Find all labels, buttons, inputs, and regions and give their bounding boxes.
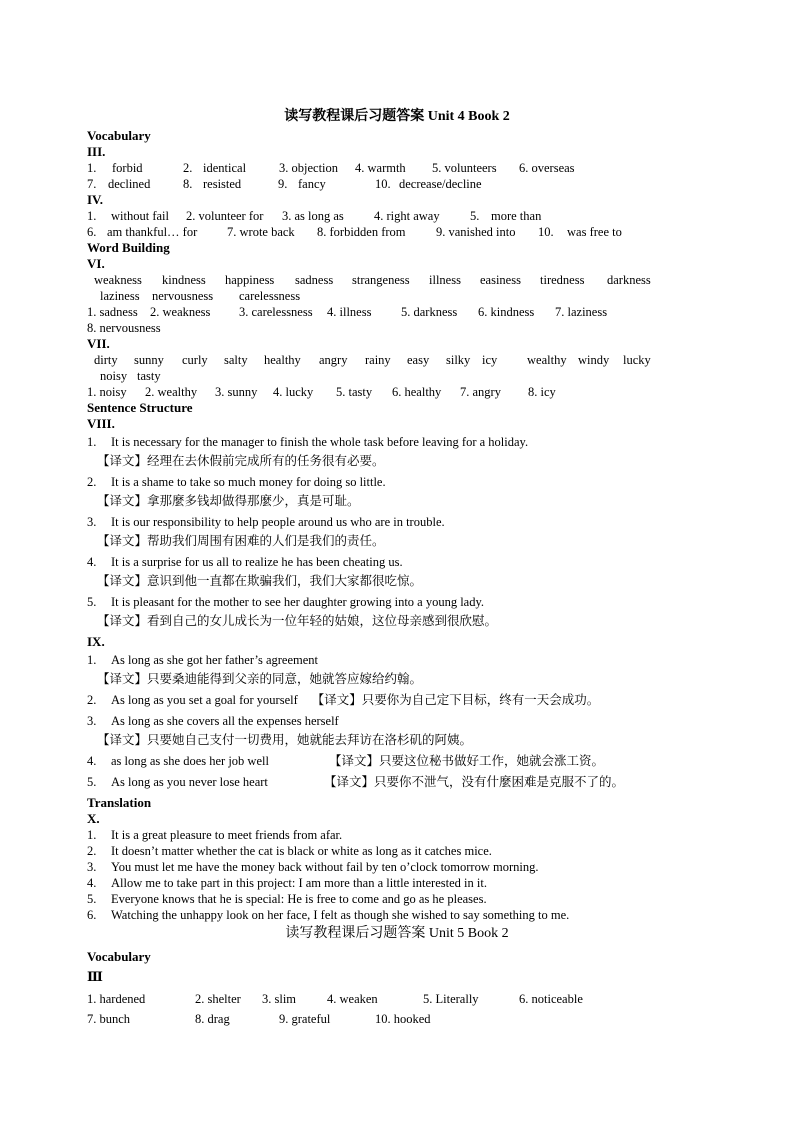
word-list-item: healthy bbox=[264, 353, 301, 367]
list-item bbox=[87, 827, 707, 843]
answer-word: 5. tasty bbox=[336, 385, 373, 399]
answer-number: 6. bbox=[87, 225, 97, 239]
item-number: 2. bbox=[87, 475, 97, 489]
answer-word: 8. icy bbox=[528, 385, 556, 399]
answer-word: 3. carelessness bbox=[239, 305, 313, 319]
answer-row bbox=[87, 384, 707, 400]
word-list-item: sadness bbox=[295, 273, 334, 287]
list-item bbox=[87, 652, 707, 668]
answer-word: 4. right away bbox=[374, 209, 440, 223]
word-list-item: angry bbox=[319, 353, 348, 367]
answer-word: 6. noticeable bbox=[519, 992, 583, 1006]
translation-text: 【译文】经理在去休假前完成所有的任务很有必要。 bbox=[97, 453, 385, 468]
list-item bbox=[87, 774, 707, 790]
answer-number: 10. bbox=[538, 225, 554, 239]
section-heading-vocabulary-unit5: Vocabulary bbox=[87, 949, 151, 964]
answer-number: 7. bbox=[87, 177, 97, 191]
answer-sentence: It doesn’t matter whether the cat is black or white as long as it catches mice. bbox=[111, 844, 492, 858]
answer-word: 4. weaken bbox=[327, 992, 378, 1006]
section-heading-word-building: Word Building bbox=[87, 240, 170, 255]
answer-word: 8. nervousness bbox=[87, 321, 161, 335]
translation-text: 【译文】拿那麼多钱却做得那麼少，真是可耻。 bbox=[97, 493, 360, 508]
answer-row bbox=[87, 160, 707, 176]
word-list-item: wealthy bbox=[527, 353, 567, 367]
exercise-label-x: X. bbox=[87, 811, 100, 826]
word-list-item: strangeness bbox=[352, 273, 410, 287]
word-list-item: laziness bbox=[100, 289, 140, 303]
word-list-item: happiness bbox=[225, 273, 275, 287]
item-number: 4. bbox=[87, 754, 97, 768]
answer-number: 1. bbox=[87, 161, 97, 175]
translation-text: 【译文】只要这位秘书做好工作，她就会涨工资。 bbox=[329, 753, 605, 768]
translation-text: 【译文】看到自己的女儿成长为一位年轻的姑娘，这位母亲感到很欣慰。 bbox=[97, 613, 498, 628]
answer-word: declined bbox=[108, 177, 151, 191]
answer-row bbox=[87, 224, 707, 240]
answer-sentence: It is pleasant for the mother to see her daughter growing into a young lady. bbox=[111, 595, 485, 609]
item-number: 4. bbox=[87, 555, 97, 569]
section-heading-sentence-structure: Sentence Structure bbox=[87, 400, 193, 415]
answer-sentence: Allow me to take part in this project: I am more than a little interested in it. bbox=[111, 876, 487, 890]
answer-word: 10. hooked bbox=[375, 1012, 431, 1026]
answer-sentence: It is a great pleasure to meet friends from afar. bbox=[111, 828, 343, 842]
word-list-item: dirty bbox=[94, 353, 118, 367]
item-number: 3. bbox=[87, 860, 97, 874]
answer-sentence: It is a shame to take so much money for doing so little. bbox=[111, 475, 386, 489]
answer-row bbox=[87, 304, 707, 320]
answer-word: resisted bbox=[203, 177, 242, 191]
list-item bbox=[87, 907, 707, 923]
answer-word: was free to bbox=[567, 225, 622, 239]
word-list-item: windy bbox=[578, 353, 610, 367]
item-number: 1. bbox=[87, 653, 97, 667]
exercise-label-vii: VII. bbox=[87, 336, 110, 351]
answer-word: 3. slim bbox=[262, 992, 297, 1006]
answer-word: 3. as long as bbox=[282, 209, 344, 223]
list-item bbox=[87, 713, 707, 729]
list-item bbox=[87, 753, 707, 769]
list-item bbox=[87, 434, 707, 450]
word-list-item: silky bbox=[446, 353, 471, 367]
exercise-label-vi: VI. bbox=[87, 256, 105, 271]
answer-word: 5. volunteers bbox=[432, 161, 497, 175]
answer-word: 3. objection bbox=[279, 161, 339, 175]
answer-sentence: You must let me have the money back without fail by ten o’clock tomorrow morning. bbox=[111, 860, 539, 874]
answer-word: 2. shelter bbox=[195, 992, 241, 1006]
answer-word: 5. darkness bbox=[401, 305, 458, 319]
list-item bbox=[87, 692, 707, 708]
answer-number: 9. bbox=[278, 177, 288, 191]
answer-word: am thankful… for bbox=[107, 225, 198, 239]
exercise-label-iii: III. bbox=[87, 144, 106, 159]
word-list-item: kindness bbox=[162, 273, 206, 287]
exercise-label-iii-unit5: Ⅲ bbox=[87, 969, 103, 984]
answer-number: 10. bbox=[375, 177, 391, 191]
item-number: 3. bbox=[87, 714, 97, 728]
answer-sentence: As long as she covers all the expenses herself bbox=[111, 714, 339, 728]
word-list bbox=[87, 352, 707, 368]
answer-word: 7. bunch bbox=[87, 1012, 131, 1026]
item-number: 2. bbox=[87, 844, 97, 858]
translation-text: 【译文】帮助我们周围有困难的人们是我们的责任。 bbox=[97, 533, 385, 548]
answer-row bbox=[87, 991, 707, 1007]
answer-number: 8. bbox=[183, 177, 193, 191]
word-list-item: carelessness bbox=[239, 289, 301, 303]
word-list-item: easy bbox=[407, 353, 430, 367]
answer-number: 1. bbox=[87, 209, 97, 223]
word-list-item: tiredness bbox=[540, 273, 585, 287]
answer-word: 6. overseas bbox=[519, 161, 575, 175]
exercise-label-ix: IX. bbox=[87, 634, 105, 649]
answer-word: 4. illness bbox=[327, 305, 372, 319]
answer-word: 9. grateful bbox=[279, 1012, 331, 1026]
word-list-item: nervousness bbox=[152, 289, 214, 303]
answer-sentence: As long as you set a goal for yourself bbox=[111, 693, 298, 707]
answer-word: fancy bbox=[298, 177, 326, 191]
word-list-item: curly bbox=[182, 353, 208, 367]
list-item bbox=[87, 859, 707, 875]
answer-word: identical bbox=[203, 161, 247, 175]
item-number: 6. bbox=[87, 908, 97, 922]
answer-word: forbid bbox=[112, 161, 143, 175]
item-number: 5. bbox=[87, 595, 97, 609]
list-item bbox=[87, 554, 707, 570]
answer-sentence: It is necessary for the manager to finish the whole task before leaving for a holiday. bbox=[111, 435, 529, 449]
translation-text: 【译文】只要她自己支付一切费用，她就能去拜访在洛杉矶的阿姨。 bbox=[97, 732, 473, 747]
answer-word: 2. volunteer for bbox=[186, 209, 264, 223]
answer-word: 8. forbidden from bbox=[317, 225, 406, 239]
word-list bbox=[87, 368, 707, 384]
word-list-item: weakness bbox=[94, 273, 142, 287]
answer-word: decrease/decline bbox=[399, 177, 482, 191]
answer-word: 2. weakness bbox=[150, 305, 211, 319]
list-item bbox=[87, 891, 707, 907]
unit5-title: 读写教程课后习题答案 Unit 5 Book 2 bbox=[285, 926, 509, 941]
answer-word: 9. vanished into bbox=[436, 225, 516, 239]
answer-word: 6. healthy bbox=[392, 385, 442, 399]
answer-row bbox=[87, 208, 707, 224]
item-number: 1. bbox=[87, 435, 97, 449]
word-list-item: darkness bbox=[607, 273, 651, 287]
document-page bbox=[87, 108, 707, 1027]
word-list-item: noisy bbox=[100, 369, 128, 383]
answer-number: 2. bbox=[183, 161, 193, 175]
word-list-item: illness bbox=[429, 273, 461, 287]
section-heading-vocabulary: Vocabulary bbox=[87, 128, 151, 143]
answer-row bbox=[87, 1011, 707, 1027]
answer-row bbox=[87, 176, 707, 192]
word-list bbox=[87, 272, 707, 288]
item-number: 4. bbox=[87, 876, 97, 890]
answer-word: 6. kindness bbox=[478, 305, 535, 319]
answer-sentence: It is a surprise for us all to realize he has been cheating us. bbox=[111, 555, 403, 569]
answer-number: 5. bbox=[470, 209, 480, 223]
answer-word: without fail bbox=[111, 209, 169, 223]
word-list-item: rainy bbox=[365, 353, 391, 367]
word-list-item: lucky bbox=[623, 353, 651, 367]
exercise-label-iv: IV. bbox=[87, 192, 104, 207]
page-title: 读写教程课后习题答案 Unit 4 Book 2 bbox=[284, 109, 510, 124]
answer-sentence: Everyone knows that he is special: He is free to come and go as he pleases. bbox=[111, 892, 487, 906]
item-number: 5. bbox=[87, 775, 97, 789]
word-list bbox=[87, 288, 707, 304]
translation-text: 【译文】意识到他一直都在欺骗我们，我们大家都很吃惊。 bbox=[97, 573, 423, 588]
item-number: 5. bbox=[87, 892, 97, 906]
answer-word: 7. angry bbox=[460, 385, 501, 399]
item-number: 1. bbox=[87, 828, 97, 842]
list-item bbox=[87, 843, 707, 859]
answer-word: 4. warmth bbox=[355, 161, 406, 175]
answer-word: 8. drag bbox=[195, 1012, 230, 1026]
answer-word: 2. wealthy bbox=[145, 385, 198, 399]
section-heading-translation: Translation bbox=[87, 795, 152, 810]
list-item bbox=[87, 474, 707, 490]
answer-sentence: As long as she got her father’s agreement bbox=[111, 653, 318, 667]
translation-text: 【译文】只要桑迪能得到父亲的同意，她就答应嫁给约翰。 bbox=[97, 671, 423, 686]
item-number: 3. bbox=[87, 515, 97, 529]
answer-sentence: As long as you never lose heart bbox=[111, 775, 268, 789]
answer-sentence: Watching the unhappy look on her face, I felt as though she wished to say something to me. bbox=[111, 908, 570, 922]
answer-word: 5. Literally bbox=[423, 992, 479, 1006]
answer-word: 3. sunny bbox=[215, 385, 258, 399]
answer-word: more than bbox=[491, 209, 542, 223]
item-number: 2. bbox=[87, 693, 97, 707]
answer-sentence: as long as she does her job well bbox=[111, 754, 269, 768]
answer-sentence: It is our responsibility to help people around us who are in trouble. bbox=[111, 515, 445, 529]
exercise-label-viii: VIII. bbox=[87, 416, 115, 431]
word-list-item: tasty bbox=[137, 369, 161, 383]
answer-word: 7. wrote back bbox=[227, 225, 295, 239]
answer-word: 7. laziness bbox=[555, 305, 608, 319]
translation-text: 【译文】只要你为自己定下目标，终有一天会成功。 bbox=[311, 692, 600, 707]
list-item bbox=[87, 514, 707, 530]
answer-word: 1. noisy bbox=[87, 385, 127, 399]
answer-word: 1. sadness bbox=[87, 305, 138, 319]
word-list-item: salty bbox=[224, 353, 248, 367]
answer-word: 1. hardened bbox=[87, 992, 146, 1006]
word-list-item: icy bbox=[482, 353, 498, 367]
list-item bbox=[87, 875, 707, 891]
word-list-item: easiness bbox=[480, 273, 521, 287]
answer-word: 4. lucky bbox=[273, 385, 314, 399]
list-item bbox=[87, 594, 707, 610]
translation-text: 【译文】只要你不泄气，没有什麼困难是克服不了的。 bbox=[324, 774, 625, 789]
word-list-item: sunny bbox=[134, 353, 164, 367]
